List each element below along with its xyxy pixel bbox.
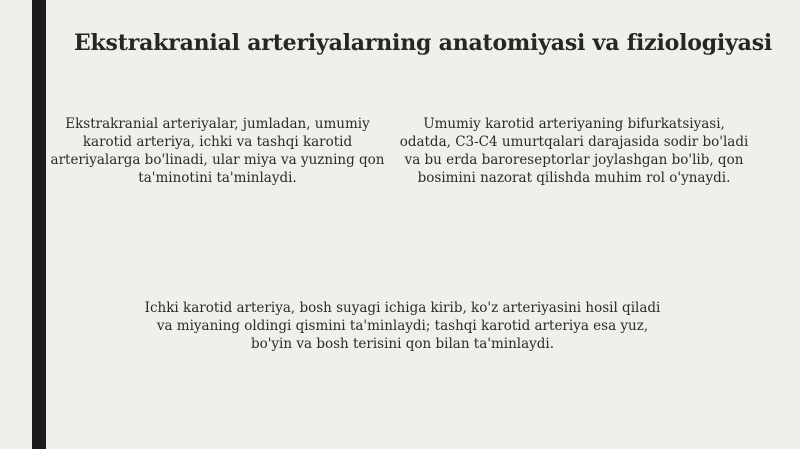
slide-title: Ekstrakranial arteriyalarning anatomiyasi va fiziologiyasi (73, 30, 773, 56)
paragraph-internal-external-carotid: Ichki karotid arteriya, bosh suyagi ichiga kirib, ko'z arteriyasini hosil qiladi va miyaning oldingi qismini ta'minlaydi; tashqi karotid arteriya esa yuz, bo'yin va bosh terisini qon bilan ta'minlaydi. (144, 300, 661, 352)
paragraph-extracranial-arteries: Ekstrakranial arteriyalar, jumladan, umumiy karotid arteriya, ichki va tashqi karotid arteriyalarga bo'linadi, ular miya va yuzning qon ta'minotini ta'minlaydi. (50, 116, 385, 186)
left-accent-bar (32, 0, 46, 449)
paragraph-carotid-bifurcation: Umumiy karotid arteriyaning bifurkatsiyasi, odatda, C3-C4 umurtqalari darajasida sodir bo'ladi va bu erda baroreseptorlar joylashgan bo'lib, qon bosimini nazorat qilishda muhim rol o'ynaydi. (399, 116, 749, 186)
